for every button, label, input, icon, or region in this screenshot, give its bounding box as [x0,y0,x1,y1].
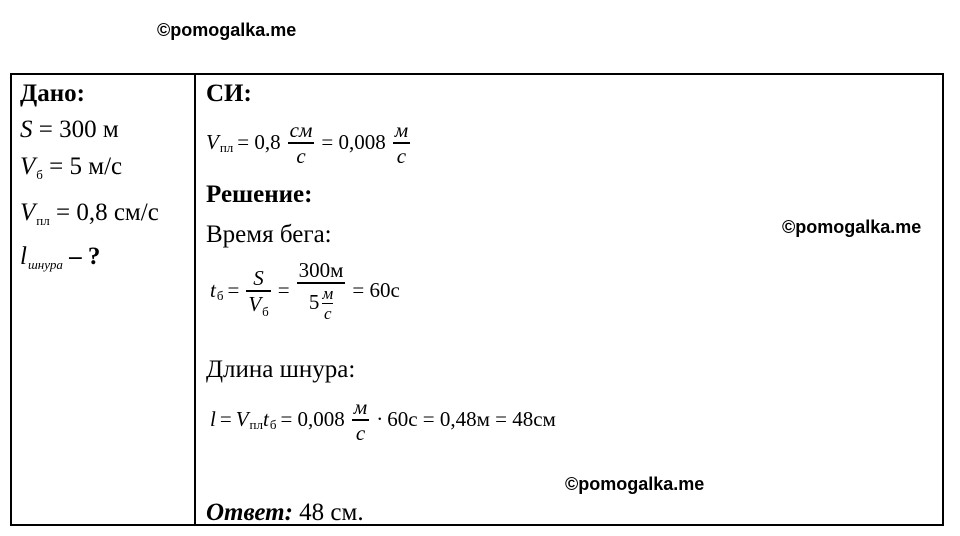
speed-run-subscript: б [36,167,43,182]
given-cord-length [20,243,100,271]
si-heading: СИ: [206,80,252,107]
speed-run-value: = 5 м/с [49,153,123,180]
si-frac1 [288,118,315,168]
t-eq2: = [277,278,290,303]
t-frac-values-num: 300м [298,258,344,282]
cord-unknown: – ? [69,243,101,270]
t-symbol: t [210,278,216,303]
cord-symbol: l [20,243,27,270]
given-speed-swim [20,199,159,227]
answer-value: 48 см. [299,499,364,526]
si-frac2-den: с [396,143,407,168]
cord-length-label: Длина шнура: [206,356,356,383]
si-frac1-num: см [289,118,313,142]
t-frac-num: S [253,265,264,290]
given-heading: Дано: [20,80,85,107]
l-eq: = [219,407,232,432]
l-times: · [376,407,384,432]
t-frac-den: $V_б$ [248,291,269,319]
t-eq: = [227,278,240,303]
l-v-subscript: пл [249,416,263,432]
distance-value: = 300 м [38,116,119,143]
t-subscript: б [216,287,224,303]
answer-label: Ответ: [206,499,293,526]
given-speed-run [20,153,122,181]
si-frac2-num: м [394,118,409,142]
si-v-symbol: V [206,130,219,155]
l-frac-num: м [353,395,368,419]
si-formula [206,118,413,168]
l-frac [352,395,369,445]
run-time-label: Время бега: [206,221,332,248]
cord-length-formula [210,395,556,445]
watermark-top: ©pomogalka.me [157,20,297,40]
l-v-symbol: V [235,407,249,432]
l-eq2: = 0,008 [280,407,345,432]
si-frac1-den: с [296,143,306,168]
solution-heading: Решение: [206,181,313,208]
si-eq2: = 0,008 [321,130,386,155]
t-frac-values [297,258,346,324]
si-v-subscript: пл [219,139,234,155]
column-divider [194,73,196,526]
speed-run-symbol: V [20,153,36,180]
distance-symbol: S [20,116,33,143]
l-rest: 60с = 0,48м = 48см [387,407,556,432]
given-distance [20,116,119,144]
l-t-subscript: б [269,416,277,432]
speed-swim-subscript: пл [36,213,50,228]
watermark-right: ©pomogalka.me [782,217,922,237]
si-frac2 [393,118,410,168]
l-symbol: l [210,407,216,432]
t-frac-symbolic [246,265,270,319]
l-t-symbol: t [262,407,269,432]
cord-subscript: шнура [27,257,63,272]
si-eq1: = 0,8 [237,130,281,155]
t-result: = 60с [352,278,400,303]
run-time-formula [210,258,404,324]
t-frac-values-den: 5 м с [308,283,334,324]
speed-swim-symbol: V [20,199,36,226]
solution-table [10,73,944,526]
speed-swim-value: = 0,8 см/с [55,199,159,226]
answer-line [206,499,364,527]
l-frac-den: с [355,420,366,445]
watermark-bottom: ©pomogalka.me [565,474,705,494]
